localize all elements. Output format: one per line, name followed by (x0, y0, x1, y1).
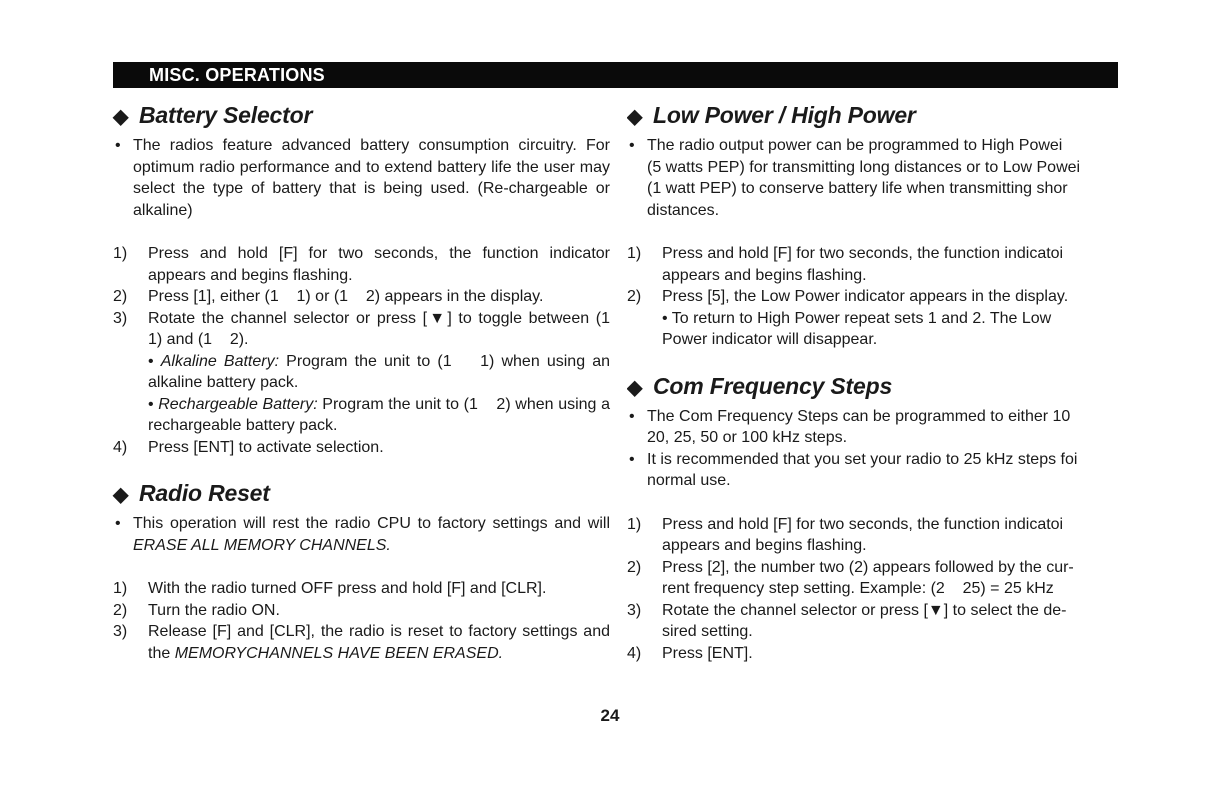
reset-step-1: 1) With the radio turned OFF press and hold [F] and [CLR]. (113, 580, 547, 597)
battery-step-1: 1) Press and hold [F] for two seconds, the function indicator appears and begins flashing. (113, 245, 610, 284)
right-column (627, 102, 1118, 664)
reset-steps (113, 578, 610, 664)
power-steps (627, 243, 1118, 351)
battery-step-4: 4) Press [ENT] to activate selection. (113, 438, 384, 456)
power-bullets (627, 135, 1118, 221)
rechargeable-note: • Rechargeable Battery: Program the unit to (1 2) when using a rechargeable battery pack. (148, 395, 615, 434)
reset-step-2: 2) Turn the radio ON. (113, 601, 280, 619)
frequency-steps (627, 514, 1118, 665)
frequency-bullets (627, 406, 1118, 492)
diamond-icon: ◆ (627, 106, 643, 128)
radio-reset-heading: ◆ Radio Reset (113, 480, 270, 506)
power-step-1: 1) Press and hold [F] for two seconds, the function indicatoi appears and begins flashing. (627, 245, 1064, 284)
battery-step-2: 2) Press [1], either (1 1) or (1 2) appears in the display. (113, 288, 544, 305)
diamond-icon: ◆ (113, 106, 129, 128)
battery-bullet: • The radios feature advanced battery consumption circuitry. For optimum radio performance and to extend battery life the user may select the type of battery that is being used. (Re-chargeable or alkaline) (113, 135, 610, 221)
frequency-step-1: 1) Press and hold [F] for two seconds, the function indicatoi appears and begins flashing. (627, 515, 1064, 554)
left-column (113, 102, 628, 664)
page-number: 24 (600, 706, 620, 725)
alkaline-note: • Alkaline Battery: Program the unit to (1 1) when using an alkaline battery pack. (148, 352, 615, 391)
battery-steps (113, 243, 628, 458)
diamond-icon: ◆ (113, 484, 129, 506)
reset-bullet: • This operation will rest the radio CPU to factory settings and will ERASE ALL MEMORY CHANNELS. (113, 513, 610, 556)
reset-step-3: 3) Release [F] and [CLR], the radio is reset to factory settings and the MEMORYCHANNELS HAVE BEEN ERASED. (113, 623, 610, 662)
frequency-step-4: 4) Press [ENT]. (627, 644, 753, 662)
frequency-bullet-1: • The Com Frequency Steps can be programmed to either 10 20, 25, 50 or 100 kHz steps. (627, 406, 1118, 449)
diamond-icon: ◆ (627, 376, 643, 399)
frequency-step-3: 3) Rotate the channel selector or press [▼] to select the de- sired setting. (627, 601, 1067, 640)
battery-selector-heading: ◆ Battery Selector (113, 102, 313, 128)
power-heading: ◆ Low Power / High Power (627, 102, 916, 128)
battery-step-3: 3) Rotate the channel selector or press [▼] to toggle between (1 1) and (1 2). • Alkaline Battery: Program the unit to (1 1) when using an alkaline battery pack. • Rechargeable Battery: Program the unit to (1 2) when using a rechargeable battery pack. (113, 308, 610, 437)
com-frequency-steps-heading: ◆ Com Frequency Steps (627, 372, 893, 399)
section-title: MISC. OPERATIONS (149, 65, 325, 85)
reset-bullets (113, 513, 610, 556)
frequency-bullet-2: • It is recommended that you set your radio to 25 kHz steps foi normal use. (627, 449, 1118, 492)
battery-bullets (113, 135, 610, 221)
frequency-step-2: 2) Press [2], the number two (2) appears followed by the cur- rent frequency step setting. Example: (2 25) = 25 kHz (627, 558, 1074, 597)
section-header-bar (113, 62, 1118, 88)
power-bullet: • The radio output power can be programmed to High Powei (5 watts PEP) for transmitting long distances or to Low Powei (1 watt PEP) to conserve battery life when transmitting shor distances. (627, 135, 1118, 221)
power-step-2: 2) Press [5], the Low Power indicator appears in the display. • To return to High Power repeat sets 1 and 2. The Low Power indicator will disappear. (627, 288, 1069, 348)
